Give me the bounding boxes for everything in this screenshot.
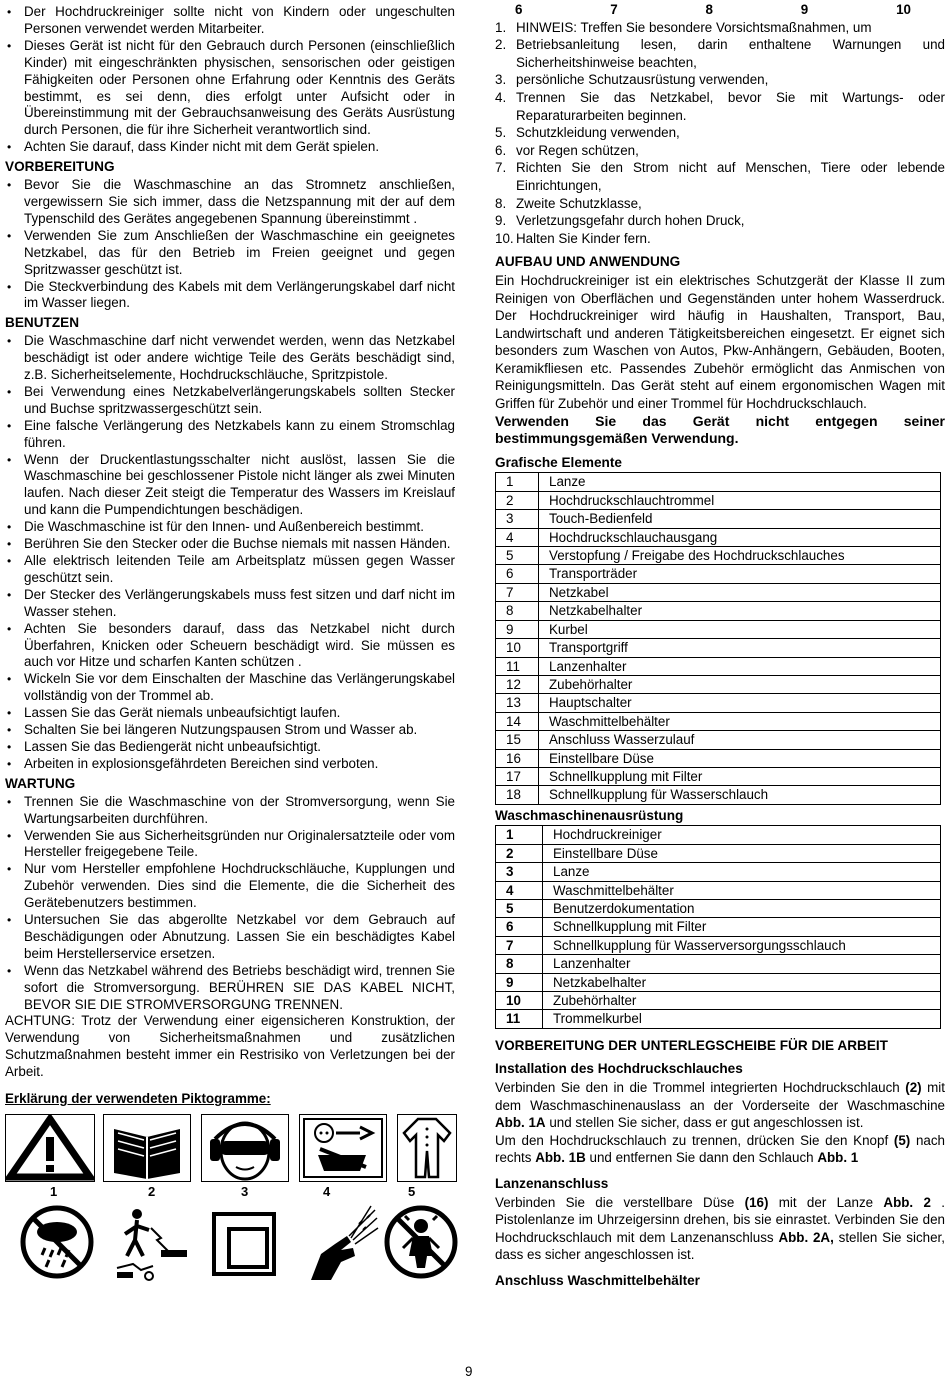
table-cell-name: Verstopfung / Freigabe des Hochdruckschlauches [539, 547, 941, 565]
list-item: • Bei Verwendung eines Netzkabelverlängerungskabels sollten Stecker und Buchse spritzwassergeschützt sein. [5, 384, 455, 418]
table-row [496, 602, 941, 620]
table-row [496, 918, 941, 936]
table-cell-number: 6 [496, 918, 543, 936]
list-item: • Nur vom Hersteller empfohlene Hochdruckschläuche, Kupplungen und Zubehör verwenden. Dies sind die Elemente, die die Sicherheit des Gerätebenutzers bestimmen. [5, 861, 455, 912]
list-item: • Verwenden Sie aus Sicherheitsgründen nur Originalersatzteile oder vom Hersteller freigegebene Teile. [5, 828, 455, 862]
ausruestung-table [495, 825, 941, 1028]
table-cell-number: 2 [496, 844, 543, 862]
table-cell-number: 1 [496, 826, 543, 844]
electric-shock-icon [113, 1204, 191, 1282]
list-item: • Bevor Sie die Waschmaschine an das Stromnetz anschließen, vergewissern Sie sich immer, dass die Netzspannung mit der auf dem Typenschild des Gerätes angegebenen Spannung übereinstimmt . [5, 177, 455, 228]
section-heading-benutzen: BENUTZEN [5, 315, 80, 331]
list-item: • Achten Sie darauf, dass Kinder nicht mit dem Gerät spielen. [5, 139, 455, 156]
vorbereitung-list [5, 177, 455, 312]
section-heading-vorbereitung: VORBEREITUNG [5, 159, 115, 175]
aufbau-paragraph: Ein Hochdruckreiniger ist ein elektrisches Schutzgerät der Klasse II zum Reinigen von Oberflächen und Gegenständen unter hohem Wasserdruck. Der Hochdruckreiniger wird häufig in Haushalten, Transport, Bau, Landwirtschaft und anderen Tätigkeitsbereichen eingesetzt. Er eignet sich besonders zum Waschen von Autos, Pkw-Anhängern, Gebäuden, Booten, Keramikfliesen etc. Passendes Zubehör ermöglicht das Anmischen von Reinigungsmitteln. Das Gerät steht auf einem ergonomischen Wagen mit Griffen für Zubehör und einer Trommel für Hochdruckschlauch. [495, 272, 945, 412]
list-item: • Wenn der Druckentlastungsschalter nicht auslöst, lassen Sie die Waschmaschine bei geschlossener Pistole nicht länger als zwei Minuten laufen. Nach dieser Zeit steigt die Temperatur des Wassers im Kreislauf und kann die Pumpendichtungen beschädigen. [5, 452, 455, 520]
table-row [496, 863, 941, 881]
table-cell-number: 6 [496, 565, 539, 583]
table-row [496, 583, 941, 601]
table-cell-name: Hochdruckschlauchausgang [539, 528, 941, 546]
table-row [496, 694, 941, 712]
table-row [496, 749, 941, 767]
list-item: 2. Betriebsanleitung lesen, darin enthaltene Warnungen und Sicherheitshinweise beachten, [495, 37, 945, 70]
table-cell-number: 10 [496, 639, 539, 657]
waschmittelbehaelter-title: Anschluss Waschmittelbehälter [495, 1272, 700, 1288]
pictogram-number: 7 [610, 2, 618, 17]
list-item: 10. Halten Sie Kinder fern. [495, 230, 651, 246]
list-item: • Verwenden Sie zum Anschließen der Waschmaschine ein geeignetes Netzkabel, das für den Betrieb im Freien geeignet und gegen Spritzwasser geschützt ist. [5, 228, 455, 279]
waschmaschinenausruestung-title: Waschmaschinenausrüstung [495, 807, 684, 823]
list-item: • Berühren Sie den Stecker oder die Buchse niemals mit nassen Händen. [5, 536, 455, 553]
left-column [5, 4, 455, 1297]
grafische-elemente-title: Grafische Elemente [495, 454, 622, 470]
table-cell-name: Touch-Bedienfeld [539, 510, 941, 528]
pictogram-number: 6 [515, 2, 523, 17]
pictogram-number: 8 [705, 2, 713, 17]
keep-children-away-icon [383, 1204, 459, 1280]
table-cell-name: Hauptschalter [539, 694, 941, 712]
table-row [496, 936, 941, 954]
table-cell-number: 9 [496, 973, 543, 991]
table-cell-name: Zubehörhalter [543, 992, 941, 1010]
pictogram-number: 10 [896, 2, 911, 17]
table-cell-name: Kurbel [539, 620, 941, 638]
table-cell-name: Transportgriff [539, 639, 941, 657]
table-cell-name: Schnellkupplung für Wasserschlauch [539, 786, 941, 804]
table-cell-number: 13 [496, 694, 539, 712]
high-pressure-jet-hand-icon [301, 1204, 379, 1282]
table-cell-number: 11 [496, 657, 539, 675]
table-cell-number: 5 [496, 899, 543, 917]
table-cell-name: Schnellkupplung für Wasserversorgungsschlauch [543, 936, 941, 954]
table-row [496, 547, 941, 565]
warning-triangle-icon [5, 1114, 95, 1182]
table-cell-number: 7 [496, 583, 539, 601]
read-manual-icon [103, 1114, 191, 1182]
table-cell-number: 7 [496, 936, 543, 954]
list-item: 6. vor Regen schützen, [495, 142, 639, 158]
aufbau-bold-note: Verwenden Sie das Gerät nicht entgegen seiner bestimmungsgemäßen Verwendung. [495, 412, 945, 447]
table-cell-number: 2 [496, 491, 539, 509]
pictogram-grid [5, 1112, 455, 1297]
table-cell-number: 11 [496, 1010, 543, 1028]
right-column [495, 4, 945, 1291]
table-cell-name: Waschmittelbehälter [543, 881, 941, 899]
table-cell-name: Anschluss Wasserzulauf [539, 731, 941, 749]
table-row [496, 1010, 941, 1028]
table-row [496, 973, 941, 991]
table-cell-name: Einstellbare Düse [539, 749, 941, 767]
table-cell-name: Benutzerdokumentation [543, 899, 941, 917]
table-cell-name: Netzkabel [539, 583, 941, 601]
table-row [496, 639, 941, 657]
table-cell-name: Waschmittelbehälter [539, 712, 941, 730]
table-row [496, 786, 941, 804]
table-cell-name: Lanzenhalter [543, 955, 941, 973]
section-heading-aufbau: AUFBAU UND ANWENDUNG [495, 254, 681, 270]
table-cell-name: Netzkabelhalter [539, 602, 941, 620]
table-row [496, 899, 941, 917]
table-cell-name: Transporträder [539, 565, 941, 583]
pictogram-number: 3 [241, 1184, 249, 1199]
table-cell-name: Lanzenhalter [539, 657, 941, 675]
table-cell-number: 3 [496, 510, 539, 528]
installation-paragraph-1: Verbinden Sie den in die Trommel integrierten Hochdruckschlauch (2) mit dem Waschmaschinenauslass an der Vorderseite der Waschmaschine Abb. 1A und stellen Sie sicher, dass er gut angeschlossen ist. [495, 1080, 945, 1131]
intro-list [5, 4, 455, 156]
table-cell-name: Schnellkupplung mit Filter [539, 767, 941, 785]
goggles-ear-protection-icon [201, 1114, 289, 1182]
table-row [496, 992, 941, 1010]
table-row [496, 826, 941, 844]
list-item: • Alle elektrisch leitenden Teile am Arbeitsplatz müssen gegen Wasser geschützt sein. [5, 553, 455, 587]
section-heading-vorbereitung-unterlegscheibe: VORBEREITUNG DER UNTERLEGSCHEIBE FÜR DIE ARBEIT [495, 1037, 888, 1053]
installation-title: Installation des Hochdruckschlauches [495, 1061, 743, 1077]
list-item: • Wenn das Netzkabel während des Betriebs beschädigt wird, trennen Sie sofort die Stromversorgung. BERÜHREN SIE DAS KABEL NICHT, BEVOR SIE DIE STROMVERSORGUNG TRENNEN. [5, 963, 455, 1014]
protective-clothing-icon [397, 1114, 457, 1182]
table-cell-number: 4 [496, 881, 543, 899]
section-heading-wartung: WARTUNG [5, 775, 76, 791]
list-item: • Die Waschmaschine darf nicht verwendet werden, wenn das Netzkabel beschädigt ist oder andere wichtige Teile des Geräts beschädigt sind, z.B. Sicherheitselemente, Hochdruckschläuche, Spritzpistole. [5, 333, 455, 384]
table-cell-name: Trommelkurbel [543, 1010, 941, 1028]
table-cell-number: 18 [496, 786, 539, 804]
table-cell-number: 4 [496, 528, 539, 546]
list-item: • Untersuchen Sie das abgerollte Netzkabel vor dem Gebrauch auf Beschädigungen oder Abnutzung. Lassen Sie ein beschädigtes Kabel beim Herstellerservice ersetzen. [5, 912, 455, 963]
list-item: • Arbeiten in explosionsgefährdeten Bereichen sind verboten. [5, 756, 455, 773]
list-item: • Schalten Sie bei längeren Nutzungspausen Strom und Wasser ab. [5, 722, 455, 739]
pictogram-number: 2 [148, 1184, 156, 1199]
table-cell-number: 15 [496, 731, 539, 749]
lanzenanschluss-title: Lanzenanschluss [495, 1175, 609, 1191]
table-cell-number: 10 [496, 992, 543, 1010]
list-item: 1. HINWEIS: Treffen Sie besondere Vorsichtsmaßnahmen, um [495, 19, 872, 35]
pictogram-number: 5 [408, 1184, 416, 1199]
lanzenanschluss-paragraph: Verbinden Sie die verstellbare Düse (16) mit der Lanze Abb. 2 . Pistolenlanze im Uhrzeigersinn drehen, bis sie einrastet. Verbinden Sie den Hochdruckschlauch mit dem Lanzenanschluss Abb. 2A, stellen Sie sicher, dass es sicher angeschlossen ist. [495, 1194, 945, 1263]
list-item: • Wickeln Sie vor dem Einschalten der Maschine das Verlängerungskabel vollständig von der Trommel ab. [5, 671, 455, 705]
table-cell-number: 5 [496, 547, 539, 565]
pictogram-numbers-row [495, 1, 945, 19]
table-row [496, 657, 941, 675]
table-cell-name: Lanze [539, 473, 941, 491]
list-item: • Eine falsche Verlängerung des Netzkabels kann zu einem Stromschlag führen. [5, 418, 455, 452]
table-cell-name: Zubehörhalter [539, 675, 941, 693]
list-item: • Achten Sie besonders darauf, dass das Netzkabel nicht durch Überfahren, Knicken oder Scheuern beschädigt wird. Sie müssen es auch vor Hitze und scharfen Kanten schützen . [5, 621, 455, 672]
table-cell-name: Hochdruckschlauchtrommel [539, 491, 941, 509]
table-row [496, 491, 941, 509]
list-item: 5. Schutzkleidung verwenden, [495, 125, 680, 141]
table-row [496, 675, 941, 693]
table-cell-number: 14 [496, 712, 539, 730]
table-cell-number: 17 [496, 767, 539, 785]
grafische-elemente-table [495, 472, 941, 804]
table-cell-number: 3 [496, 863, 543, 881]
pictogram-title: Erklärung der verwendeten Piktogramme: [5, 1091, 271, 1107]
table-row [496, 844, 941, 862]
achtung-paragraph: ACHTUNG: Trotz der Verwendung einer eigensicheren Konstruktion, der Verwendung von Sicherheitsmaßnahmen und zusätzlichen Schutzmaßnahmen besteht immer ein Restrisiko von Verletzungen bei der Arbeit. [5, 1013, 455, 1080]
table-cell-name: Lanze [543, 863, 941, 881]
table-cell-number: 9 [496, 620, 539, 638]
list-item: 4. Trennen Sie das Netzkabel, bevor Sie mit Wartungs- oder Reparaturarbeiten beginnen. [495, 89, 945, 123]
pictogram-legend-list [495, 19, 945, 248]
table-cell-number: 12 [496, 675, 539, 693]
table-row [496, 510, 941, 528]
pictogram-number: 9 [800, 2, 809, 17]
table-row [496, 528, 941, 546]
list-item: • Dieses Gerät ist nicht für den Gebrauch durch Personen (einschließlich Kinder) mit eingeschränkten physischen, sensorischen oder geistigen Fähigkeiten oder Personen ohne Erfahrung oder Kenntnis des Geräts bestimmt, es sei denn, dies erfolgt unter Aufsicht oder in Übereinstimmung mit der Gebrauchsanweisung des Geräts Ausrüstung durch Personen, die für ihre Sicherheit verantwortlich sind. [5, 38, 455, 139]
unplug-before-service-icon [299, 1114, 387, 1182]
table-row [496, 565, 941, 583]
installation-paragraph-2: Um den Hochdruckschlauch zu trennen, drücken Sie den Knopf (5) nach rechts Abb. 1B und entfernen Sie dann den Schlauch Abb. 1 [495, 1132, 945, 1166]
pictogram-number: 4 [323, 1184, 331, 1199]
list-item: 3. persönliche Schutzausrüstung verwenden, [495, 72, 769, 88]
table-cell-name: Netzkabelhalter [543, 973, 941, 991]
table-cell-number: 1 [496, 473, 539, 491]
list-item: • Die Waschmaschine ist für den Innen- und Außenbereich bestimmt. [5, 519, 455, 536]
list-item: • Die Steckverbindung des Kabels mit dem Verlängerungskabel darf nicht im Wasser liegen. [5, 279, 455, 313]
table-row [496, 881, 941, 899]
list-item: 7. Richten Sie den Strom nicht auf Menschen, Tiere oder lebende Einrichtungen, [495, 160, 945, 193]
list-item: 8. Zweite Schutzklasse, [495, 195, 642, 211]
list-item: • Lassen Sie das Bediengerät nicht unbeaufsichtigt. [5, 739, 455, 756]
pictogram-number: 1 [50, 1184, 58, 1199]
no-rain-icon [19, 1204, 95, 1280]
table-cell-number: 8 [496, 602, 539, 620]
table-cell-number: 16 [496, 749, 539, 767]
class-ii-double-square-icon [212, 1212, 276, 1276]
table-cell-number: 8 [496, 955, 543, 973]
list-item: • Lassen Sie das Gerät niemals unbeaufsichtigt laufen. [5, 705, 455, 722]
table-row [496, 473, 941, 491]
table-row [496, 712, 941, 730]
list-item: • Trennen Sie die Waschmaschine von der Stromversorgung, wenn Sie Wartungsarbeiten durchführen. [5, 794, 455, 828]
table-cell-name: Hochdruckreiniger [543, 826, 941, 844]
table-row [496, 955, 941, 973]
table-row [496, 731, 941, 749]
list-item: 9. Verletzungsgefahr durch hohen Druck, [495, 213, 745, 229]
table-cell-name: Schnellkupplung mit Filter [543, 918, 941, 936]
list-item: • Der Hochdruckreiniger sollte nicht von Kindern oder ungeschulten Personen verwendet werden Mitarbeiter. [5, 4, 455, 38]
page-number: 9 [465, 1364, 473, 1379]
wartung-list [5, 794, 455, 1014]
table-row [496, 767, 941, 785]
benutzen-list [5, 333, 455, 773]
list-item: • Der Stecker des Verlängerungskabels muss fest sitzen und darf nicht im Wasser stehen. [5, 587, 455, 621]
table-row [496, 620, 941, 638]
table-cell-name: Einstellbare Düse [543, 844, 941, 862]
